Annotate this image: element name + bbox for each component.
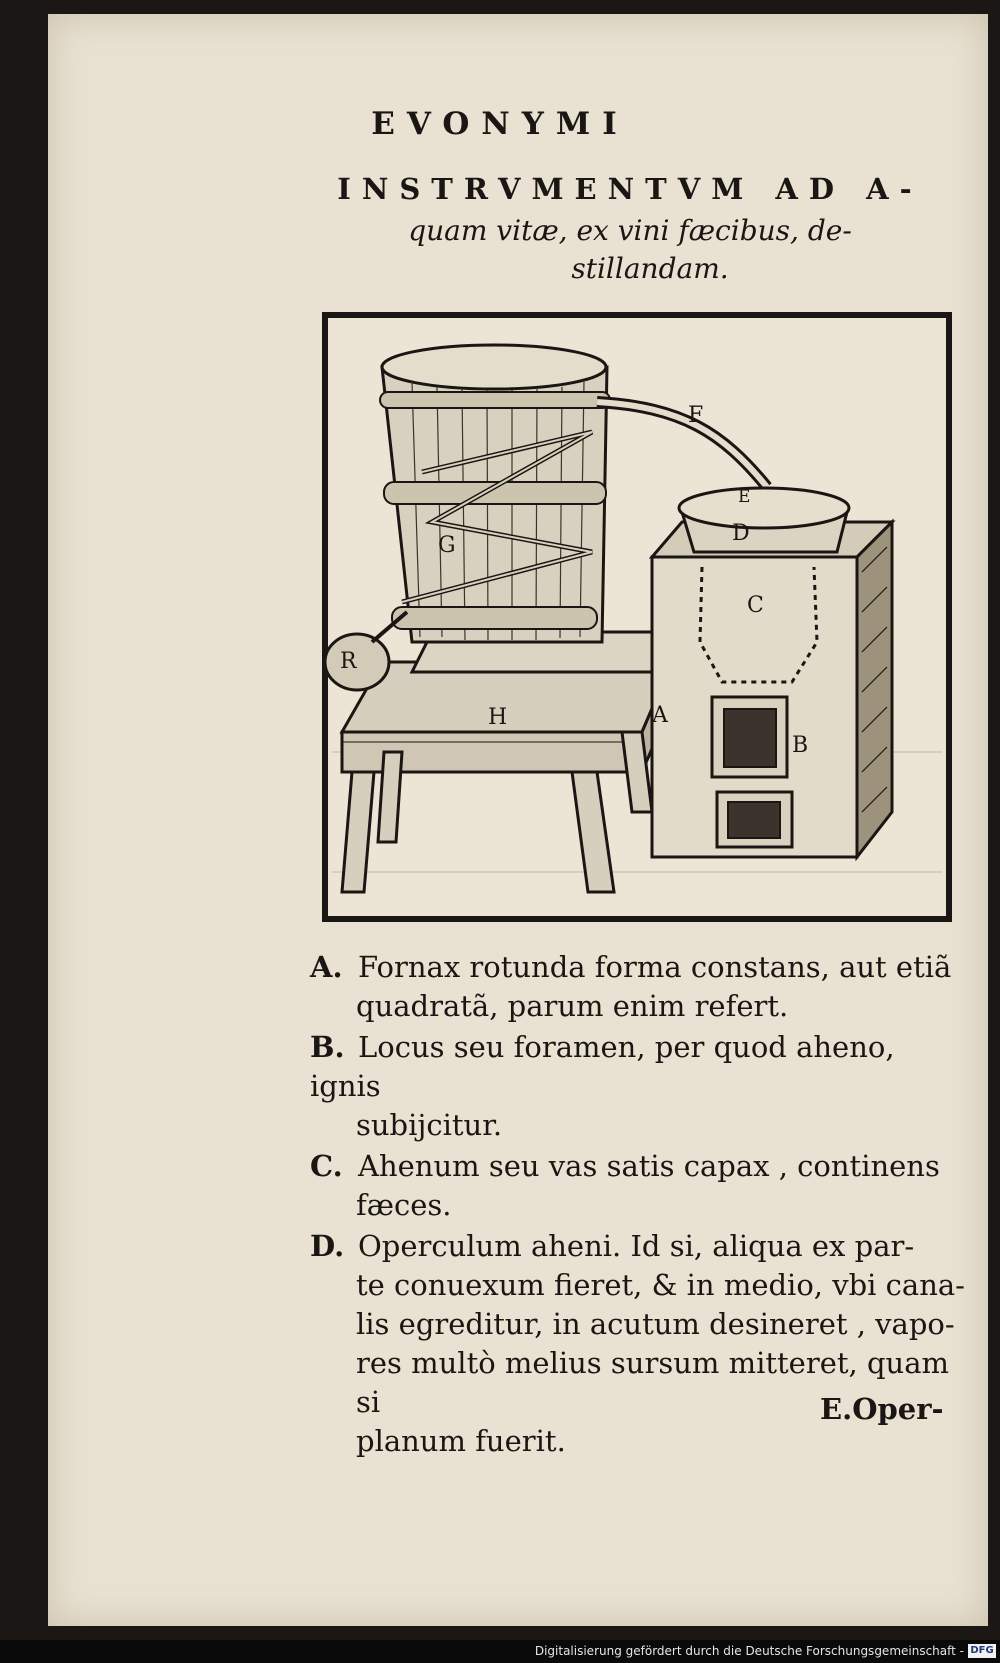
label-c: C <box>747 593 764 618</box>
legend-key: C. <box>310 1149 343 1183</box>
legend-text-continued: te conuexum fieret, & in medio, vbi cana- lis egreditur, in acutum desineret , vapo- res multò melius sursum mitteret, quam si planum fuerit. <box>356 1268 965 1458</box>
legend-item-a <box>310 948 970 1026</box>
legend-text-continued: quadratã, parum enim refert. <box>356 989 789 1023</box>
label-d: D <box>732 521 750 546</box>
legend-item-b <box>310 1028 970 1145</box>
figure-title-line-3: stillandam. <box>571 252 729 285</box>
legend-text: Fornax rotunda forma constans, aut etiã <box>358 950 952 984</box>
distillation-apparatus-woodcut <box>322 312 952 922</box>
furnace <box>652 522 892 857</box>
label-r: R <box>340 649 357 674</box>
legend-text-continued: subijcitur. <box>356 1108 503 1142</box>
figure-legend <box>310 948 970 1463</box>
footer-credit: Digitalisierung gefördert durch die Deutsche Forschungsgemeinschaft - <box>534 1644 964 1658</box>
label-h: H <box>488 705 508 730</box>
label-f: F <box>688 403 704 428</box>
figure-title-line-2: quam vitæ, ex vini fæcibus, de- <box>408 214 852 247</box>
legend-text-continued: fæces. <box>356 1188 452 1222</box>
legend-text: Locus seu foramen, per quod aheno, ignis <box>310 1030 895 1103</box>
legend-key: B. <box>310 1030 345 1064</box>
legend-key: D. <box>310 1229 345 1263</box>
figure-title-line-1: INSTRVMENTVM AD A- <box>337 172 923 206</box>
legend-text: Operculum aheni. Id si, aliqua ex par- <box>358 1229 915 1263</box>
label-g: G <box>438 533 456 558</box>
legend-text: Ahenum seu vas satis capax , continens <box>358 1149 940 1183</box>
running-head: EVONYMI <box>371 106 629 142</box>
label-a: A <box>652 703 668 728</box>
legend-item-c <box>310 1147 970 1225</box>
dfg-logo: DFG <box>968 1644 996 1658</box>
cooling-tub <box>380 345 610 642</box>
label-b: B <box>792 733 809 758</box>
legend-key: A. <box>310 950 343 984</box>
kettle-lid <box>679 488 849 552</box>
catchword: E.Oper- <box>820 1392 944 1426</box>
label-e: E <box>738 487 751 507</box>
